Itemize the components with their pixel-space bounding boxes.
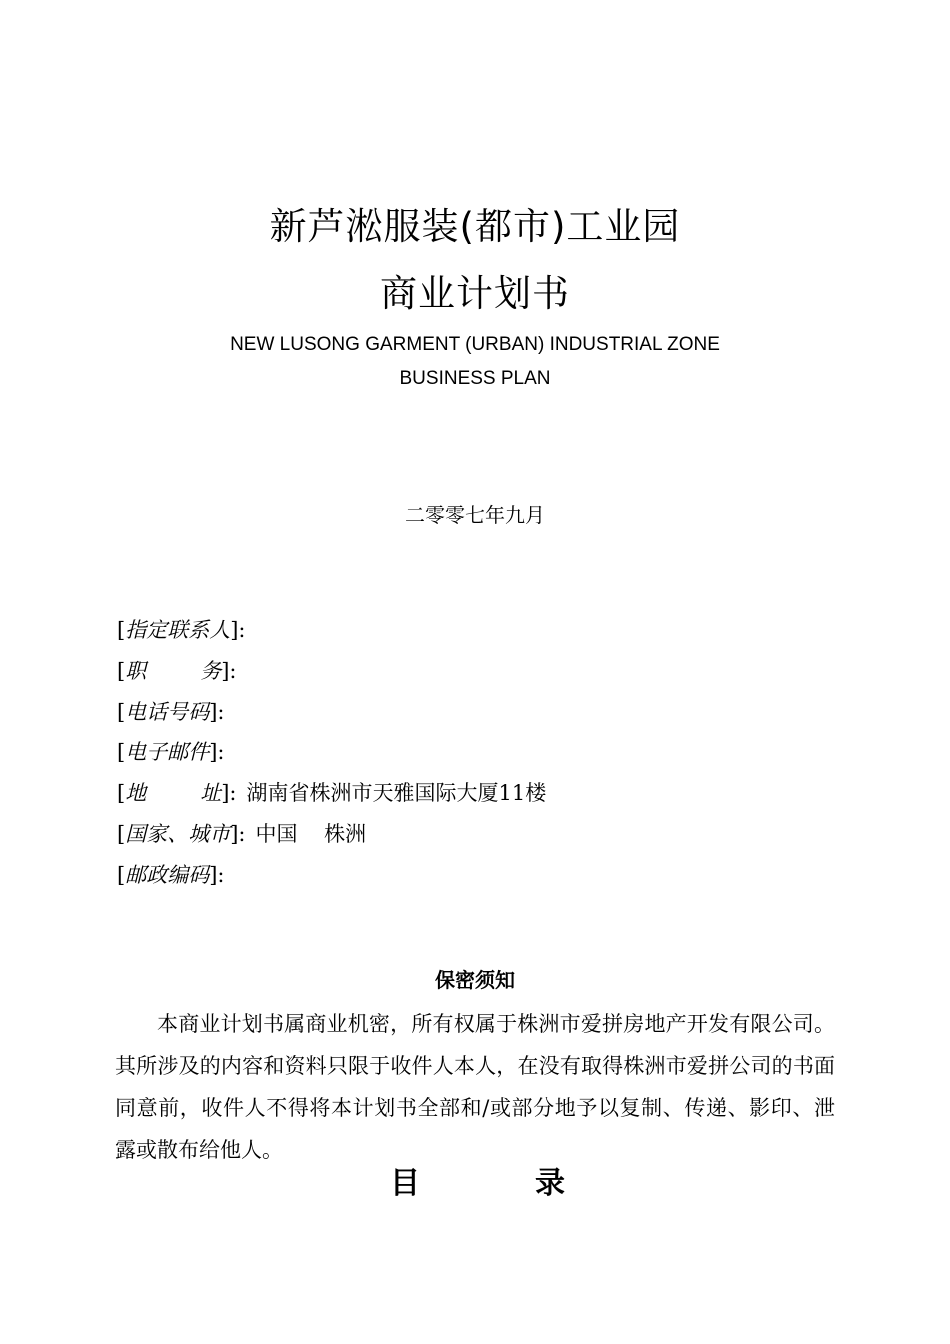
contact-row-country-city: [国家、城市]: 中国 株洲 [117,822,367,846]
contact-row-email: [电子邮件]: [117,740,225,764]
contact-label: 电子邮件 [125,740,210,764]
contact-value: 湖南省株洲市天雅国际大厦11楼 [246,781,547,805]
document-subtitle: 商业计划书 [380,272,570,315]
contact-label: 职务 [125,659,222,683]
contact-label: 邮政编码 [125,863,210,887]
confidentiality-title: 保密须知 [435,968,515,992]
contact-label: 地址 [125,781,222,805]
contact-label: 国家、城市 [125,822,231,846]
english-title: NEW LUSONG GARMENT (URBAN) INDUSTRIAL ZONE [230,334,720,355]
document-title: 新芦淞服装(都市)工业园 [269,205,681,248]
contact-row-position: [职务]: [117,659,237,683]
english-subtitle: BUSINESS PLAN [399,368,551,389]
contact-label: 指定联系人 [125,618,231,642]
contact-row-phone: [电话号码]: [117,700,225,724]
contact-row-address: [地址]: 湖南省株洲市天雅国际大厦11楼 [117,781,547,805]
contact-row-postal-code: [邮政编码]: [117,863,225,887]
contact-row-contact-person: [指定联系人]: [117,618,246,642]
confidentiality-body: 本商业计划书属商业机密，所有权属于株洲市爱拼房地产开发有限公司。其所涉及的内容和资料只限于收件人本人，在没有取得株洲市爱拼公司的书面同意前，收件人不得将本计划书全部和/或部分地予以复制、传递、影印、泄露或散布给他人。 [115,1012,835,1162]
document-date: 二零零七年九月 [405,503,545,527]
toc-heading: 目录 [390,1166,565,1201]
contact-value: 中国 株洲 [255,822,367,846]
contact-label: 电话号码 [125,700,210,724]
